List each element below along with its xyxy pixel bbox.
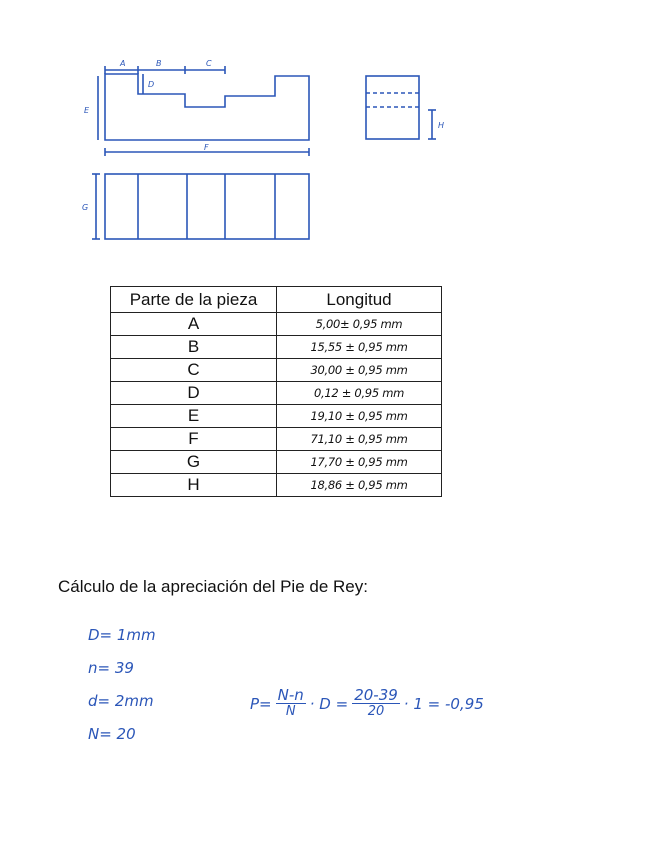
table-row [111,336,442,359]
row-part: D [111,382,277,405]
top-view [92,174,309,239]
row-part: G [111,451,277,474]
table-row [111,359,442,382]
row-length: 15,55 ± 0,95 mm [277,336,442,359]
row-length: 30,00 ± 0,95 mm [277,359,442,382]
label-e: E [84,106,90,115]
header-part: Parte de la pieza [111,287,277,313]
row-length: 17,70 ± 0,95 mm [277,451,442,474]
row-length: 0,12 ± 0,95 mm [277,382,442,405]
formula-mid: · D = [309,694,349,713]
piece-sketch [0,0,656,270]
table-header-row [111,287,442,313]
label-a: A [120,59,126,68]
table-row [111,405,442,428]
calc-d-lower: d= 2mm [88,692,154,710]
row-length: 18,86 ± 0,95 mm [277,474,442,497]
formula-lhs: P= [250,694,272,713]
dimensions-table [110,286,442,497]
formula-rhs: · 1 = -0,95 [403,694,484,713]
label-g: G [82,203,89,212]
label-c: C [206,59,212,68]
fraction-1-num: N-n [277,686,304,704]
calc-d-upper: D= 1mm [88,626,156,644]
calc-n-upper: N= 20 [88,725,136,743]
row-length: 19,10 ± 0,95 mm [277,405,442,428]
precision-formula [250,688,484,719]
calc-n-lower: n= 39 [88,659,134,677]
label-f: F [204,143,209,152]
row-part: C [111,359,277,382]
side-view [366,76,436,139]
header-length: Longitud [277,287,442,313]
row-part: B [111,336,277,359]
row-length: 71,10 ± 0,95 mm [277,428,442,451]
fraction-2-den: 20 [367,704,385,719]
row-part: A [111,313,277,336]
fraction-2 [352,688,400,719]
row-part: E [111,405,277,428]
table-row [111,382,442,405]
row-part: F [111,428,277,451]
table-row [111,474,442,497]
table-row [111,428,442,451]
table-row [111,451,442,474]
label-b: B [156,59,162,68]
label-h: H [438,121,445,130]
label-d: D [148,80,155,89]
fraction-2-num: 20-39 [354,686,398,704]
fraction-1-den: N [285,704,296,719]
table-row [111,313,442,336]
row-part: H [111,474,277,497]
fraction-1 [276,688,306,719]
row-length: 5,00± 0,95 mm [277,313,442,336]
calculation-title: Cálculo de la apreciación del Pie de Rey: [58,577,368,596]
